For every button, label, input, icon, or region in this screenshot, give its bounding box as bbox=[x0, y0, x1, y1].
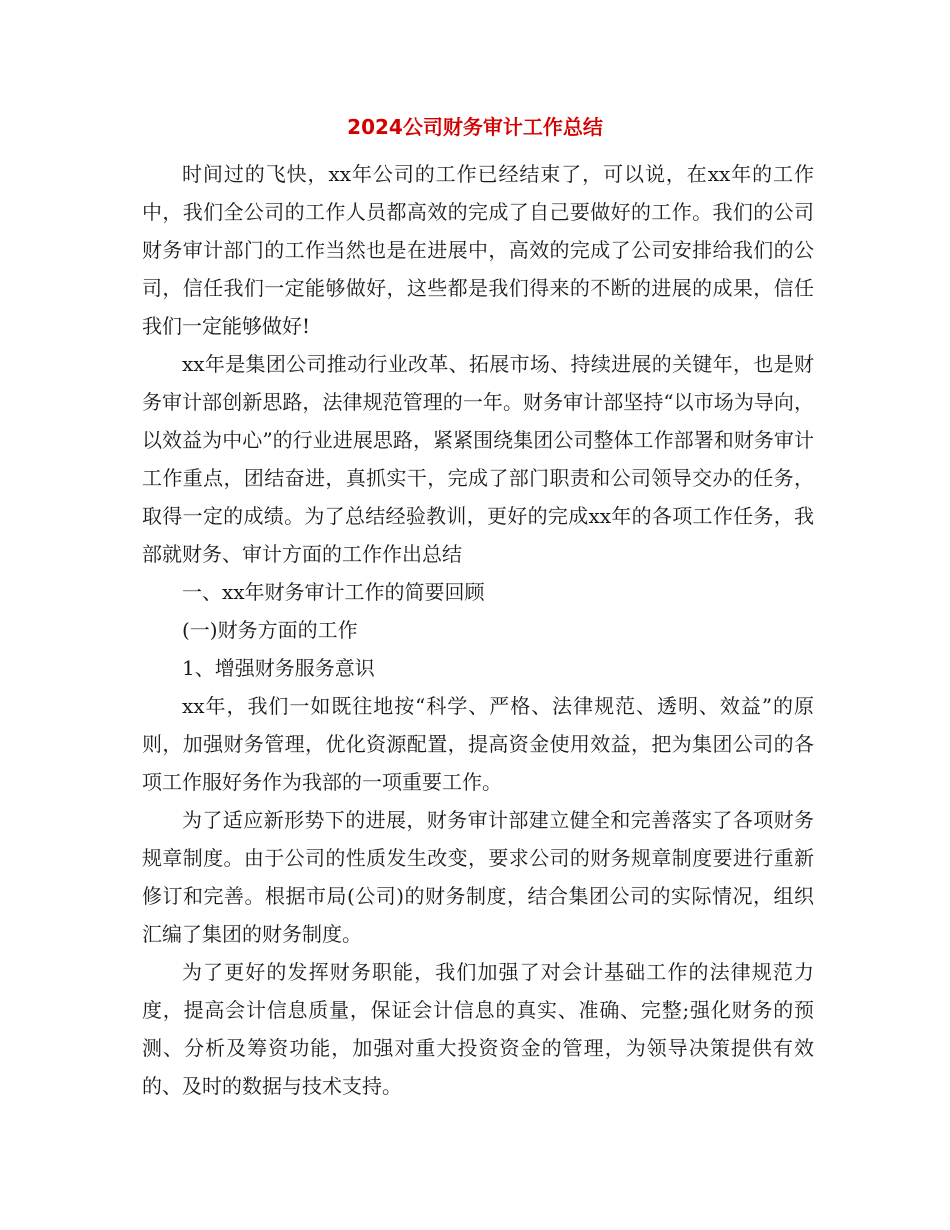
section-heading: 一、xx年财务审计工作的简要回顾 bbox=[182, 580, 485, 604]
paragraph-regulations: 为了适应新形势下的进展，财务审计部建立健全和完善落实了各项财务规章制度。由于公司的性质发生改变，要求公司的财务规章制度要进行重新修订和完善。根据市局(公司)的财务制度，结合集团公司的实际情况，组织汇编了集团的财务制度。 bbox=[142, 808, 814, 946]
paragraph-functions: 为了更好的发挥财务职能，我们加强了对会计基础工作的法律规范力度，提高会计信息质量，保证会计信息的真实、准确、完整;强化财务的预测、分析及筹资功能，加强对重大投资资金的管理，为领导决策提供有效的、及时的数据与技术支持。 bbox=[142, 960, 814, 1098]
document-body bbox=[142, 155, 814, 1105]
subsection-heading: (一)财务方面的工作 bbox=[182, 618, 358, 642]
paragraph-intro: 时间过的飞快，xx年公司的工作已经结束了，可以说，在xx年的工作中，我们全公司的工作人员都高效的完成了自己要做好的工作。我们的公司财务审计部门的工作当然也是在进展中，高效的完成了公司安排给我们的公司，信任我们一定能够做好，这些都是我们得来的不断的进展的成果，信任我们一定能够做好! bbox=[142, 162, 814, 338]
paragraph-principles: xx年，我们一如既往地按“科学、严格、法律规范、透明、效益”的原则，加强财务管理，优化资源配置，提高资金使用效益，把为集团公司的各项工作服好务作为我部的一项重要工作。 bbox=[142, 694, 814, 794]
paragraph-overview: xx年是集团公司推动行业改革、拓展市场、持续进展的关键年，也是财务审计部创新思路，法律规范管理的一年。财务审计部坚持“以市场为导向，以效益为中心”的行业进展思路，紧紧围绕集团公司整体工作部署和财务审计工作重点，团结奋进，真抓实干，完成了部门职责和公司领导交办的任务，取得一定的成绩。为了总结经验教训，更好的完成xx年的各项工作任务，我部就财务、审计方面的工作作出总结 bbox=[142, 352, 814, 566]
document-title: 2024公司财务审计工作总结 bbox=[347, 115, 603, 139]
item-heading: 1、增强财务服务意识 bbox=[182, 656, 375, 680]
